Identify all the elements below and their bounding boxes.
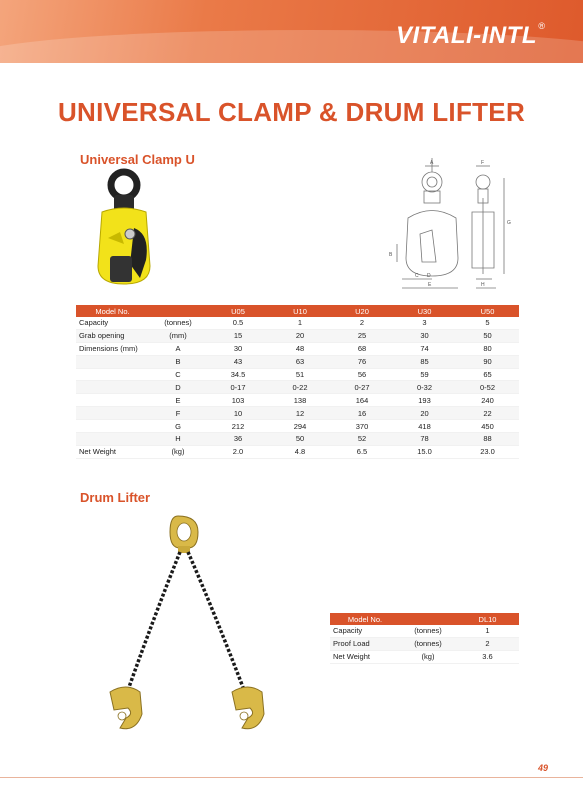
table-cell: 3 bbox=[393, 317, 456, 329]
table-row bbox=[76, 407, 519, 420]
row-label bbox=[76, 368, 149, 381]
row-unit: G bbox=[149, 420, 207, 433]
table-cell: 0-32 bbox=[393, 381, 456, 394]
header-u20: U20 bbox=[331, 305, 393, 317]
header-unit bbox=[149, 305, 207, 317]
diagram-label-f: F bbox=[481, 160, 485, 166]
table-cell: 80 bbox=[456, 342, 519, 355]
table-row bbox=[76, 394, 519, 407]
table-cell: 15 bbox=[207, 329, 269, 342]
row-label: Grab opening bbox=[76, 329, 149, 342]
table-cell: 90 bbox=[456, 355, 519, 368]
table-cell: 12 bbox=[269, 407, 331, 420]
table-cell: 418 bbox=[393, 420, 456, 433]
table-row bbox=[330, 625, 519, 637]
table-cell: 16 bbox=[331, 407, 393, 420]
row-label: Net Weight bbox=[330, 650, 400, 663]
table-cell: 20 bbox=[269, 329, 331, 342]
table-cell: 212 bbox=[207, 420, 269, 433]
row-label bbox=[76, 407, 149, 420]
clamp-table-header bbox=[76, 305, 519, 317]
table-cell: 0-27 bbox=[331, 381, 393, 394]
diagram-label-h: H bbox=[481, 282, 485, 288]
header-unit bbox=[400, 613, 456, 625]
table-row bbox=[76, 420, 519, 433]
diagram-label-c: C bbox=[415, 273, 419, 279]
clamp-spec-table bbox=[76, 305, 519, 459]
page-number: 49 bbox=[537, 763, 548, 773]
table-cell: 193 bbox=[393, 394, 456, 407]
registered-mark: ® bbox=[538, 21, 545, 31]
row-label: Capacity bbox=[76, 317, 149, 329]
row-label bbox=[76, 394, 149, 407]
table-row bbox=[76, 433, 519, 446]
table-row bbox=[330, 650, 519, 663]
table-cell: 34.5 bbox=[207, 368, 269, 381]
table-cell: 2.0 bbox=[207, 445, 269, 458]
table-cell: 85 bbox=[393, 355, 456, 368]
row-label bbox=[76, 381, 149, 394]
table-cell: 450 bbox=[456, 420, 519, 433]
table-row bbox=[76, 317, 519, 329]
table-cell: 88 bbox=[456, 433, 519, 446]
header-u50: U50 bbox=[456, 305, 519, 317]
table-cell: 0-22 bbox=[269, 381, 331, 394]
table-cell: 59 bbox=[393, 368, 456, 381]
header-model-no: Model No. bbox=[330, 613, 400, 625]
table-cell: 23.0 bbox=[456, 445, 519, 458]
table-cell: 74 bbox=[393, 342, 456, 355]
table-cell: 78 bbox=[393, 433, 456, 446]
table-cell: 240 bbox=[456, 394, 519, 407]
table-cell: 15.0 bbox=[393, 445, 456, 458]
table-cell: 4.8 bbox=[269, 445, 331, 458]
footer-rule bbox=[0, 777, 583, 778]
table-row bbox=[76, 368, 519, 381]
table-cell: 52 bbox=[331, 433, 393, 446]
table-cell: 10 bbox=[207, 407, 269, 420]
table-cell: 43 bbox=[207, 355, 269, 368]
drum-lifter-subtitle: Drum Lifter bbox=[80, 490, 151, 505]
row-unit: D bbox=[149, 381, 207, 394]
table-cell: 36 bbox=[207, 433, 269, 446]
row-label bbox=[76, 355, 149, 368]
drum-lifter-spec-table bbox=[330, 613, 519, 664]
table-cell: 164 bbox=[331, 394, 393, 407]
diagram-label-b: B bbox=[389, 252, 393, 258]
table-cell: 5 bbox=[456, 317, 519, 329]
table-cell: 0.5 bbox=[207, 317, 269, 329]
table-row bbox=[76, 381, 519, 394]
clamp-subtitle: Universal Clamp U bbox=[80, 152, 195, 167]
table-cell: 63 bbox=[269, 355, 331, 368]
page-title: UNIVERSAL CLAMP & DRUM LIFTER bbox=[57, 97, 526, 127]
table-cell: 20 bbox=[393, 407, 456, 420]
row-unit: (mm) bbox=[149, 329, 207, 342]
header-dl10: DL10 bbox=[456, 613, 519, 625]
table-cell: 370 bbox=[331, 420, 393, 433]
row-unit: (tonnes) bbox=[400, 625, 456, 637]
header-u10: U10 bbox=[269, 305, 331, 317]
clamp-photo bbox=[84, 168, 164, 290]
row-label: Proof Load bbox=[330, 637, 400, 650]
row-label bbox=[76, 433, 149, 446]
row-unit: (tonnes) bbox=[400, 637, 456, 650]
table-cell: 2 bbox=[331, 317, 393, 329]
diagram-label-a: A bbox=[430, 160, 434, 166]
table-row bbox=[330, 637, 519, 650]
table-cell: 56 bbox=[331, 368, 393, 381]
drum-lifter-photo bbox=[100, 514, 275, 736]
page-header bbox=[0, 0, 583, 63]
row-unit: (kg) bbox=[149, 445, 207, 458]
table-row bbox=[76, 342, 519, 355]
table-cell: 76 bbox=[331, 355, 393, 368]
drum-table-header bbox=[330, 613, 519, 625]
table-cell: 30 bbox=[393, 329, 456, 342]
row-unit: (kg) bbox=[400, 650, 456, 663]
table-cell: 48 bbox=[269, 342, 331, 355]
table-cell: 3.6 bbox=[456, 650, 519, 663]
table-row bbox=[76, 355, 519, 368]
diagram-label-e: E bbox=[428, 282, 432, 288]
table-cell: 51 bbox=[269, 368, 331, 381]
table-cell: 138 bbox=[269, 394, 331, 407]
table-cell: 25 bbox=[331, 329, 393, 342]
table-cell: 294 bbox=[269, 420, 331, 433]
row-unit: C bbox=[149, 368, 207, 381]
row-label: Net Weight bbox=[76, 445, 149, 458]
row-unit: B bbox=[149, 355, 207, 368]
row-unit: F bbox=[149, 407, 207, 420]
header-u05: U05 bbox=[207, 305, 269, 317]
row-unit: A bbox=[149, 342, 207, 355]
row-label bbox=[76, 420, 149, 433]
table-cell: 50 bbox=[456, 329, 519, 342]
table-cell: 30 bbox=[207, 342, 269, 355]
row-unit: E bbox=[149, 394, 207, 407]
table-cell: 22 bbox=[456, 407, 519, 420]
header-model-no: Model No. bbox=[76, 305, 149, 317]
table-cell: 1 bbox=[269, 317, 331, 329]
table-cell: 65 bbox=[456, 368, 519, 381]
table-cell: 2 bbox=[456, 637, 519, 650]
table-row bbox=[76, 329, 519, 342]
table-cell: 1 bbox=[456, 625, 519, 637]
table-row bbox=[76, 445, 519, 458]
brand-logo: VITALI-INTL bbox=[395, 22, 537, 49]
clamp-dimension-diagram bbox=[380, 158, 530, 293]
table-cell: 68 bbox=[331, 342, 393, 355]
row-label: Capacity bbox=[330, 625, 400, 637]
diagram-label-g: G bbox=[507, 220, 511, 226]
row-label: Dimensions (mm) bbox=[76, 342, 149, 355]
header-u30: U30 bbox=[393, 305, 456, 317]
row-unit: H bbox=[149, 433, 207, 446]
table-cell: 0-52 bbox=[456, 381, 519, 394]
table-cell: 50 bbox=[269, 433, 331, 446]
table-cell: 6.5 bbox=[331, 445, 393, 458]
row-unit: (tonnes) bbox=[149, 317, 207, 329]
table-cell: 0-17 bbox=[207, 381, 269, 394]
table-cell: 103 bbox=[207, 394, 269, 407]
diagram-label-d: D bbox=[427, 273, 431, 279]
